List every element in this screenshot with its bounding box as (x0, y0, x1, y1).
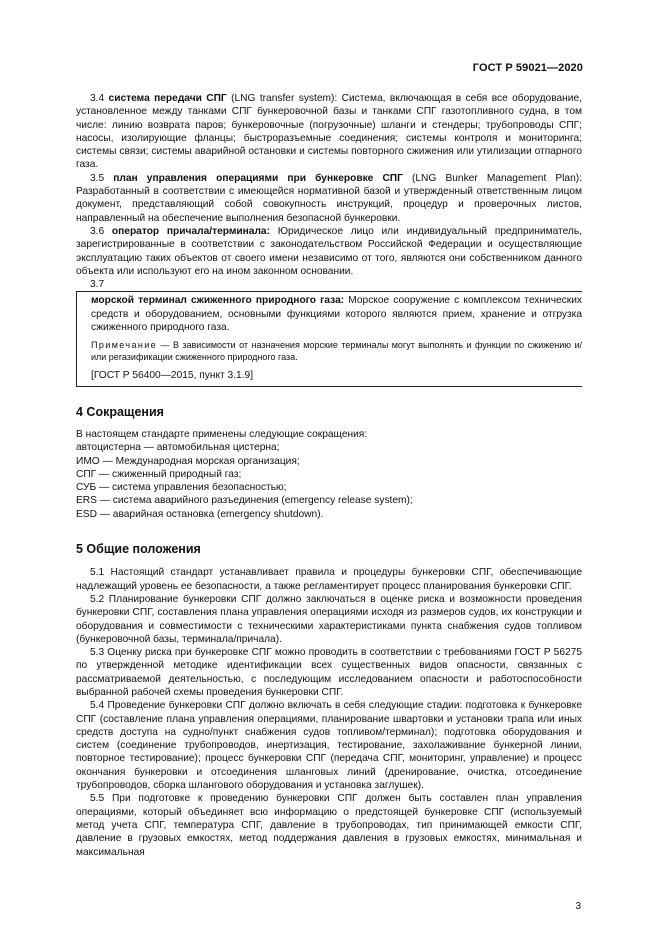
list-item: автоцистерна — автомобильная цистерна; (76, 442, 280, 454)
page-number: 3 (575, 901, 581, 912)
paragraph-5-1: 5.1 Настоящий стандарт устанавливает правила и процедуры бункеровки СПГ, обеспечивающие надлежащий уровень ее безопасности, а также регламентирует процесс планирования бункеровки СПГ. (76, 567, 582, 592)
paragraph-3-7: морской терминал сжиженного природного газа: Морское сооружение с комплексом технических средств и оборудованием, основными функциями которого являются прием, хранение и отгрузка сжиженного природного газа. (91, 295, 583, 334)
abbreviations-list (76, 428, 582, 521)
term-lng-bunker-plan: план управления операциями при бункеровке СПГ (113, 172, 403, 184)
paragraph-5-3: 5.3 Оценку риска при бункеровке СПГ можно проводить в соответствии с требованиями ГОСТ Р 56275 по утвержденной методике идентификации всех существенных видов опасности, связанных с рассматриваемой деятельностью, с последующим исследованием опасности и работоспособности выбранной рабочей схемы проведения бункеровки СПГ. (76, 647, 582, 698)
source-reference: [ГОСТ Р 56400—2015, пункт 3.1.9] (91, 370, 254, 382)
paragraph-3-4: 3.4 система передачи СПГ (LNG transfer system): Система, включающая в себя все оборудование, установленное между танками СПГ бункеровочной базы и танками СПГ газотопливного судна, в том числе: линию возврата паров; бункеровочные (погрузочные) шланги и стендеры; трубопроводы СПГ; насосы, изолирующие фланцы; быстроразъемные соединения; системы контроля и мониторинга; системы связи; системы аварийной остановки и системы повторного сжижения или утилизации отпарного газа. (76, 93, 582, 171)
section-5-heading: 5 Общие положения (76, 542, 201, 557)
term-lng-transfer-system: система передачи СПГ (108, 93, 227, 104)
paragraph-5-4: 5.4 Проведение бункеровки СПГ должно включать в себя следующие стадии: подготовка к бункеровке СПГ (составление плана управления операциями, планирование швартовки и установки трапа или иных средств доступа на судно/пункт снабжения судов топливом/терминал); подготовка оборудования и систем (соединение трубопроводов, инертизация, тестирование, захолаживание бункерной линии, повторное тестирование); процесс бункеровки СПГ (передача СПГ, мониторинг, управление) и процесс окончания бункеровки и отсоединения шланговых линий (дренирование, очистка, отсоединение трубопроводов, сборка шлангового оборудования и установка заглушек). (76, 700, 582, 792)
list-item: СПГ — сжиженный природный газ; (76, 468, 242, 480)
document-id: ГОСТ Р 59021—2020 (472, 62, 583, 74)
list-intro: В настоящем стандарте применены следующие сокращения: (76, 428, 368, 440)
page-content (76, 92, 582, 859)
list-item: ИМО — Международная морская организация; (76, 455, 300, 467)
paragraph-5-5: 5.5 При подготовке к проведению бункеровки СПГ должен быть составлен план управления операциями, который объединяет всю информацию о предстоящей бункеровке СПГ (используемый метод учета СПГ, температура СПГ, давление в трубопроводах, тип принимающей емкости СПГ, давление в грузовых емкостях, метод поддержания давления в грузовых емкостях, минимальная и максимальная (76, 793, 582, 858)
paragraph-5-2: 5.2 Планирование бункеровки СПГ должно заключаться в оценке риска и возможности проведения бункеровки СПГ, составления плана управления операциями исходя из размеров судов, их конструкции и оборудования и совместимости с техническими характеристиками пункта снабжения судов топливом (бункеровочной базы, терминала/причала). (76, 593, 582, 645)
note: Примечание — В зависимости от назначения морские терминалы могут выполнять и функции по сжижению и/или регазификации сжиженного природного газа. (91, 340, 582, 363)
list-item: СУБ — система управления безопасностью; (76, 482, 287, 494)
section-4-heading: 4 Сокращения (76, 404, 164, 419)
term-lng-terminal: морской терминал сжиженного природного газа: (91, 295, 345, 307)
note-label: Примечание (91, 340, 158, 351)
paragraph-3-7-number: 3.7 (90, 279, 105, 291)
list-item: ERS — система аварийного разъединения (emergency release system); (76, 495, 413, 507)
list-item: ESD — аварийная остановка (emergency shutdown). (76, 508, 324, 520)
paragraph-3-6: 3.6 оператор причала/терминала: Юридическое лицо или индивидуальный предприниматель, зарегистрированные в соответствии с законодательством Российской Федерации и осуществляющие эксплуатацию таких объектов от своего имени независимо от того, являются они собственником данного объекта или используют его на ином законном основании. (76, 225, 583, 277)
term-terminal-operator: оператор причала/терминала: (111, 225, 270, 237)
term-definition-box (76, 291, 582, 386)
paragraph-3-5: 3.5 план управления операциями при бункеровке СПГ (LNG Bunker Management Plan): Разработанный в соответствии с имеющейся нормативной базой и утвержденный ответственным лицом документ, представляющий собой совокупность инструкций, процедур и проверочных листов, направленный на обеспечение выполнения безопасной бункеровки. (76, 172, 582, 224)
